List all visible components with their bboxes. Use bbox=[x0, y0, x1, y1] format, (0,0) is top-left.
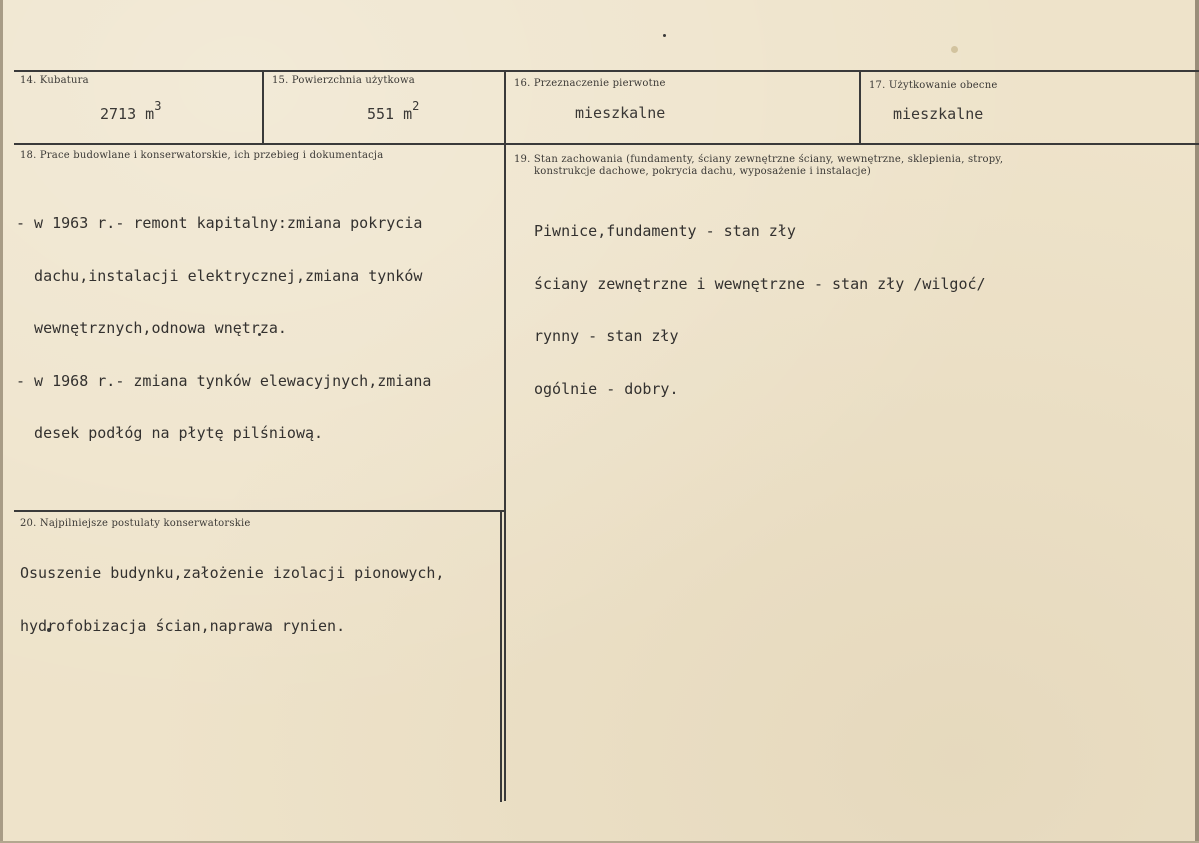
uzytkowanie-value: mieszkalne bbox=[893, 105, 984, 123]
section-18-line: wewnętrznych,odnowa wnętrza. bbox=[16, 319, 287, 337]
top-rule bbox=[14, 70, 1199, 72]
section-19-line: rynny - stan zły bbox=[534, 327, 679, 345]
powierzchnia-label: 15. Powierzchnia użytkowa bbox=[272, 75, 415, 86]
kubatura-number: 2713 m bbox=[100, 105, 155, 123]
divider-14-15 bbox=[262, 71, 264, 144]
powierzchnia-unit-exponent: 2 bbox=[412, 99, 420, 113]
section-19-line: ogólnie - dobry. bbox=[534, 379, 679, 398]
kubatura-label: 14. Kubatura bbox=[20, 75, 89, 86]
przeznaczenie-label: 16. Przeznaczenie pierwotne bbox=[514, 78, 666, 89]
section-18-text bbox=[16, 180, 431, 478]
powierzchnia-value bbox=[367, 99, 420, 123]
section-18-line: desek podłóg na płytę pilśniową. bbox=[16, 424, 324, 442]
kubatura-unit-exponent: 3 bbox=[154, 99, 162, 113]
uzytkowanie-label: 17. Użytkowanie obecne bbox=[869, 80, 998, 91]
card-edge-right bbox=[1195, 0, 1199, 843]
section-19-label-line-2: konstrukcje dachowe, pokrycia dachu, wyposażenie i instalacje) bbox=[534, 166, 871, 177]
section-19-label-line-1: 19. Stan zachowania (fundamenty, ściany zewnętrzne ściany, wewnętrzne, sklepienia, stropy, bbox=[514, 154, 1004, 165]
section-18-20-rule bbox=[14, 510, 504, 512]
header-bottom-rule bbox=[14, 143, 1199, 145]
paper-mark bbox=[951, 46, 958, 53]
kubatura-value bbox=[100, 99, 162, 123]
divider-16-17 bbox=[859, 71, 861, 144]
powierzchnia-number: 551 m bbox=[367, 105, 413, 123]
przeznaczenie-value: mieszkalne bbox=[575, 104, 666, 122]
section-20-label: 20. Najpilniejsze postulaty konserwatorskie bbox=[20, 518, 251, 529]
section-19-line: ściany zewnętrzne i wewnętrzne - stan zły /wilgoć/ bbox=[534, 274, 986, 293]
card-edge-left bbox=[0, 0, 3, 843]
divider-15-16 bbox=[504, 71, 506, 801]
section-18-line: - w 1963 r.- remont kapitalny:zmiana pokrycia bbox=[16, 214, 423, 232]
section-18-line: dachu,instalacji elektrycznej,zmiana tynków bbox=[16, 266, 423, 285]
section-20-line: hydrofobizacja ścian,naprawa rynien. bbox=[20, 616, 346, 635]
paper-mark bbox=[663, 34, 666, 37]
section-19-text bbox=[534, 188, 986, 433]
section-20-line: Osuszenie budynku,założenie izolacji pionowych, bbox=[20, 564, 445, 582]
section-18-line: - w 1968 r.- zmiana tynków elewacyjnych,zmiana bbox=[16, 371, 432, 390]
section-19-line: Piwnice,fundamenty - stan zły bbox=[534, 222, 796, 240]
section-20-text bbox=[20, 530, 444, 670]
divider-20-edge bbox=[500, 512, 502, 802]
section-18-label: 18. Prace budowlane i konserwatorskie, ich przebieg i dokumentacja bbox=[20, 150, 384, 161]
